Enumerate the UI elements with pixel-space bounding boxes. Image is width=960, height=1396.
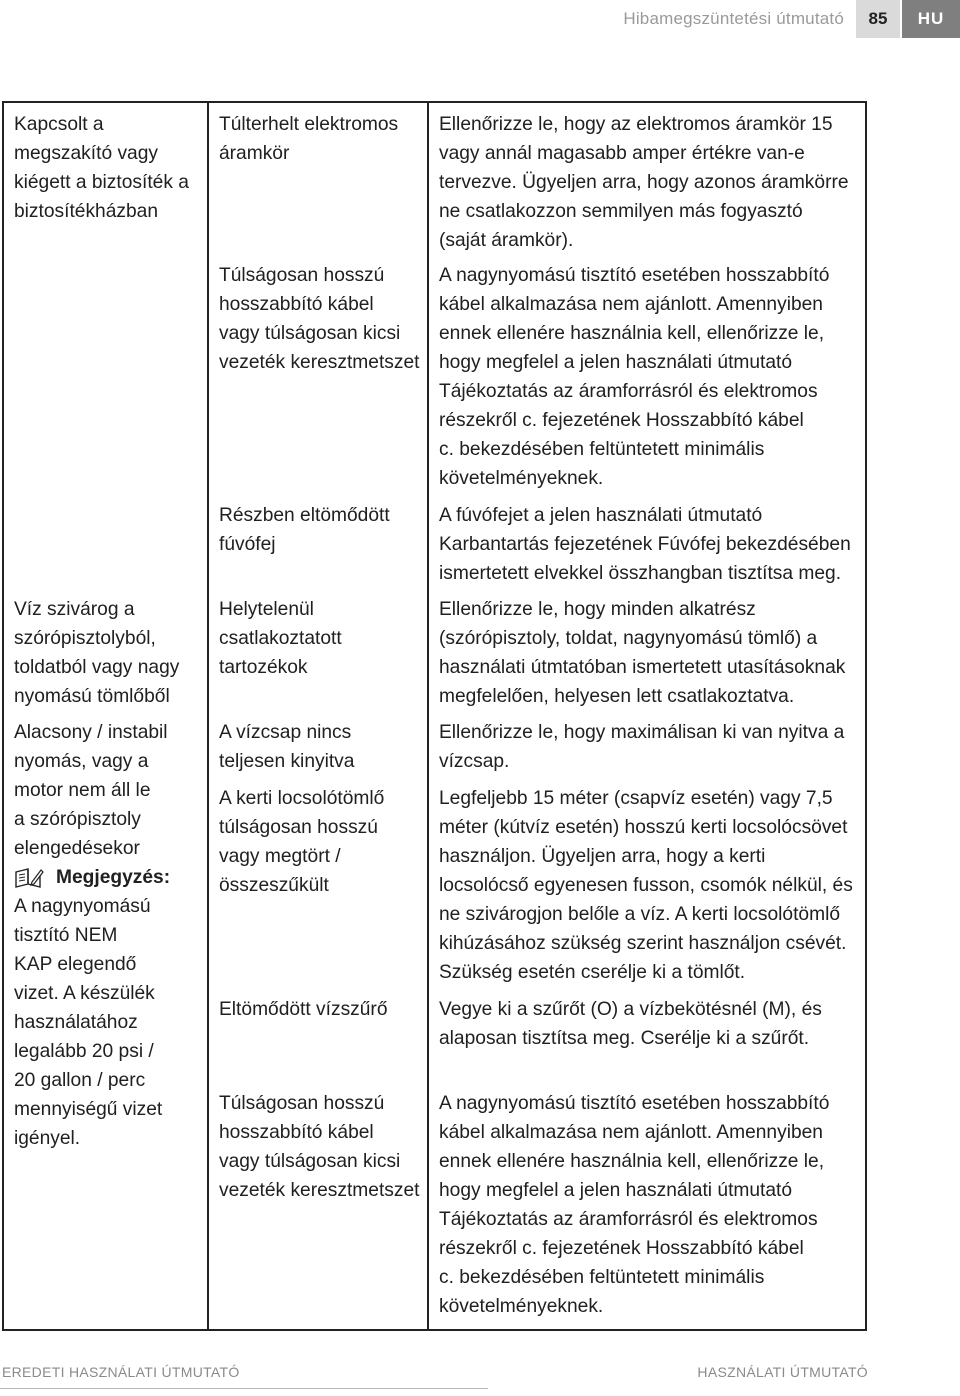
troubleshooting-table xyxy=(2,101,867,1331)
column-divider xyxy=(427,103,429,1329)
solution-cell: Legfeljebb 15 méter (csapvíz esetén) vagy 7,5 méter (kútvíz esetén) hosszú kerti locsolócsövet használjon. Ügyeljen arra, hogy a kerti locsolócső egyenesen fusson, csomók nélkül, és ne szivárogjon belőle a víz. A kerti locsolótömlő kihúzásához szükség szerint használjon csévét. Szükség esetén cserélje ki a tömlőt. xyxy=(439,788,853,983)
footer-manual: HASZNÁLATI ÚTMUTATÓ xyxy=(697,1364,868,1380)
cause-cell: A kerti locsolótömlő túlságosan hosszú vagy megtört / összeszűkült xyxy=(219,788,385,896)
page-header xyxy=(623,0,960,38)
solution-cell: Ellenőrizze le, hogy maximálisan ki van nyitva a vízcsap. xyxy=(439,722,845,772)
solution-cell: Vegye ki a szűrőt (O) a vízbekötésnél (M), és alaposan tisztítsa meg. Cserélje ki a szűrőt. xyxy=(439,999,822,1049)
cause-cell: A vízcsap nincs teljesen kinyitva xyxy=(219,722,355,772)
language-badge: HU xyxy=(902,0,960,38)
book-pencil-icon xyxy=(14,867,44,889)
solution-cell: A nagynyomású tisztító esetében hosszabbító kábel alkalmazása nem ajánlott. Amennyiben ennek ellenére használnia kell, ellenőrizze le, hogy megfelel a jelen használati útmutató Tájékoztatás az áramforrásról és elektromos részekről c. fejezetének Hosszabbító kábel c. bekezdésében feltüntetett minimális követelményeknek. xyxy=(439,265,830,489)
column-divider xyxy=(207,103,209,1329)
problem-cell: Víz szivárog a szórópisztolyból, toldatból vagy nagy nyomású tömlőből xyxy=(14,599,180,707)
problem-cell: Alacsony / instabil nyomás, vagy a motor nem áll le a szórópisztoly elengedésekor Megjegyzés: A nagynyomású tisztító NEM KAP elegendő vizet. A készülék használatához legalább 20 psi / 20 gallon / perc mennyiségű vizet igényel. xyxy=(14,722,171,1149)
footer-divider xyxy=(0,1388,488,1389)
solution-cell: A fúvófejet a jelen használati útmutató Karbantartás fejezetének Fúvófej bekezdésében ismertetett elvekkel összhangban tisztítsa meg. xyxy=(439,505,851,584)
cause-cell: Helytelenül csatlakoztatott tartozékok xyxy=(219,599,342,678)
solution-cell: Ellenőrizze le, hogy minden alkatrész (szórópisztoly, toldat, nagynyomású tömlő) a használati útmtatóban ismertetett utasításoknak megfelelően, helyesen lett csatlakoztatva. xyxy=(439,599,846,707)
cause-cell: Eltömődött vízszűrő xyxy=(219,999,388,1020)
section-title: Hibamegszüntetési útmutató xyxy=(623,9,844,28)
cause-cell: Túlságosan hosszú hosszabbító kábel vagy túlságosan kicsi vezeték keresztmetszet xyxy=(219,1093,420,1201)
solution-cell: A nagynyomású tisztító esetében hosszabbító kábel alkalmazása nem ajánlott. Amennyiben ennek ellenére használnia kell, ellenőrizze le, hogy megfelel a jelen használati útmutató Tájékoztatás az áramforrásról és elektromos részekről c. fejezetének Hosszabbító kábel c. bekezdésében feltüntetett minimális követelményeknek. xyxy=(439,1093,830,1317)
cause-cell: Túlterhelt elektromos áramkör xyxy=(219,114,399,164)
solution-cell: Ellenőrizze le, hogy az elektromos áramkör 15 vagy annál magasabb amper értékre van-e tervezve. Ügyeljen arra, hogy azonos áramkörre ne csatlakozzon semmilyen más fogyasztó (saját áramkör). xyxy=(439,114,849,251)
cause-cell: Túlságosan hosszú hosszabbító kábel vagy túlságosan kicsi vezeték keresztmetszet xyxy=(219,265,420,373)
problem-cell: Kapcsolt a megszakító vagy kiégett a biztosíték a biztosítékházban xyxy=(14,114,189,222)
note-heading xyxy=(14,863,170,892)
page-number: 85 xyxy=(856,0,900,38)
footer-original-manual: EREDETI HASZNÁLATI ÚTMUTATÓ xyxy=(2,1364,240,1380)
note-label: Megjegyzés: xyxy=(56,867,171,888)
cause-cell: Részben eltömődött fúvófej xyxy=(219,505,390,555)
